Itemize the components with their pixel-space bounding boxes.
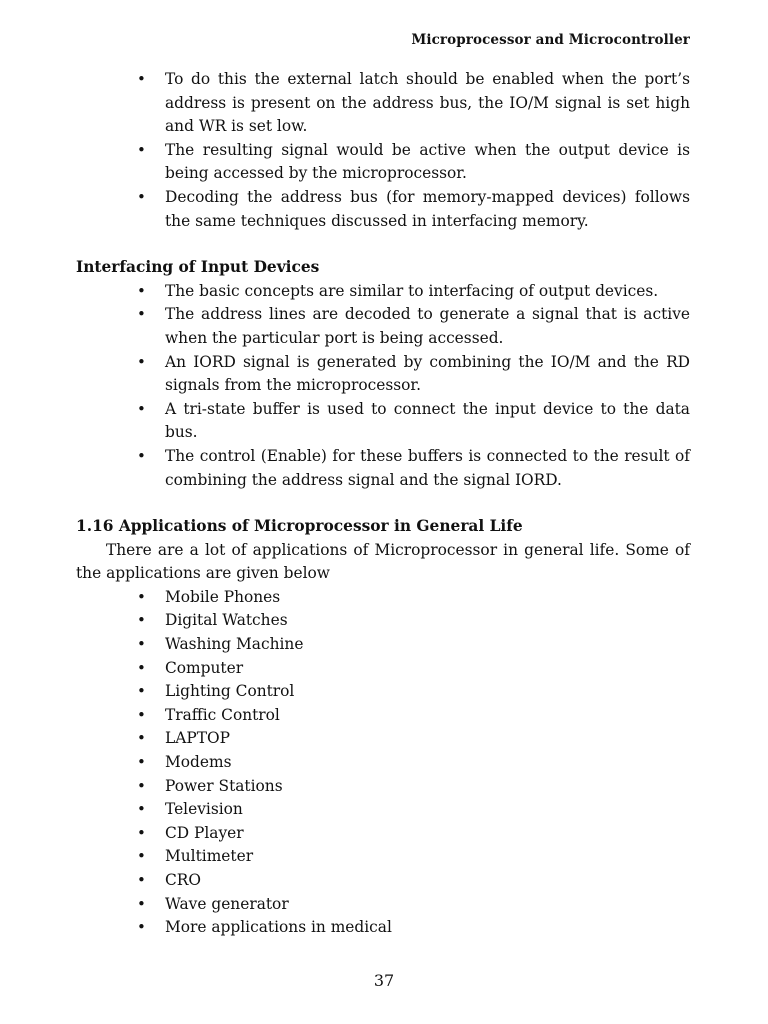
list-item: • Modems xyxy=(165,751,690,775)
list-item: • The address lines are decoded to generate a signal that is active when the particular port is being accessed. xyxy=(137,305,690,347)
page-number: 37 xyxy=(373,971,395,990)
intro-bullet-list xyxy=(76,68,690,233)
bullet-icon: • xyxy=(137,446,146,465)
list-item: • Television xyxy=(165,798,690,822)
applications-bullet-list xyxy=(76,586,690,940)
list-item: • The resulting signal would be active when the output device is being accessed by the microprocessor. xyxy=(137,140,690,183)
list-item: • CRO xyxy=(165,869,690,893)
bullet-icon: • xyxy=(137,635,146,654)
list-item: • The control (Enable) for these buffers is connected to the result of combining the address signal and the signal IORD. xyxy=(137,446,690,489)
list-item: • Computer xyxy=(165,657,690,681)
input-devices-bullet-list xyxy=(76,280,690,492)
running-header: Microprocessor and Microcontroller xyxy=(411,32,690,48)
list-item: • More applications in medical xyxy=(165,916,690,940)
bullet-icon: • xyxy=(137,894,146,913)
list-item: • Wave generator xyxy=(165,893,690,917)
bullet-icon: • xyxy=(137,658,146,677)
list-item: • Traffic Control xyxy=(165,704,690,728)
bullet-icon: • xyxy=(137,399,146,418)
section-heading-input-devices: Interfacing of Input Devices xyxy=(76,258,320,277)
bullet-icon: • xyxy=(137,140,146,159)
bullet-icon: • xyxy=(137,187,146,206)
list-item: • CD Player xyxy=(165,822,690,846)
bullet-icon: • xyxy=(137,753,146,772)
bullet-icon: • xyxy=(137,776,146,795)
list-item: • Power Stations xyxy=(165,775,690,799)
bullet-icon: • xyxy=(137,70,146,88)
bullet-icon: • xyxy=(137,871,146,889)
bullet-icon: • xyxy=(137,847,146,866)
list-item: • Decoding the address bus (for memory-mapped devices) follows the same techniques discussed in interfacing memory. xyxy=(137,187,690,230)
bullet-icon: • xyxy=(137,281,146,300)
list-item: • A tri-state buffer is used to connect the input device to the data bus. xyxy=(137,399,690,442)
list-item: • LAPTOP xyxy=(165,727,690,751)
list-item: • Washing Machine xyxy=(165,633,690,657)
applications-intro-paragraph: There are a lot of applications of Microprocessor in general life. Some of the applications are given below xyxy=(76,540,690,583)
section-heading-applications: 1.16 Applications of Microprocessor in General Life xyxy=(76,517,523,536)
bullet-icon: • xyxy=(137,918,146,937)
bullet-icon: • xyxy=(137,729,146,748)
bullet-icon: • xyxy=(137,800,146,819)
bullet-icon: • xyxy=(137,823,146,842)
bullet-icon: • xyxy=(137,611,146,630)
bullet-icon: • xyxy=(137,352,146,371)
page-content xyxy=(76,68,690,940)
bullet-icon: • xyxy=(137,705,146,724)
bullet-icon: • xyxy=(137,305,146,324)
list-item: • To do this the external latch should be enabled when the port’s address is present on the address bus, the IO/M signal is set high and WR is set low. xyxy=(137,70,690,136)
list-item: • Multimeter xyxy=(165,845,690,869)
list-item: • An IORD signal is generated by combining the IO/M and the RD signals from the microprocessor. xyxy=(137,352,690,395)
list-item: • Lighting Control xyxy=(165,680,690,704)
list-item: • The basic concepts are similar to interfacing of output devices. xyxy=(165,280,690,304)
bullet-icon: • xyxy=(137,682,146,701)
bullet-icon: • xyxy=(137,587,146,606)
list-item: • Digital Watches xyxy=(165,609,690,633)
list-item: • Mobile Phones xyxy=(165,586,690,610)
